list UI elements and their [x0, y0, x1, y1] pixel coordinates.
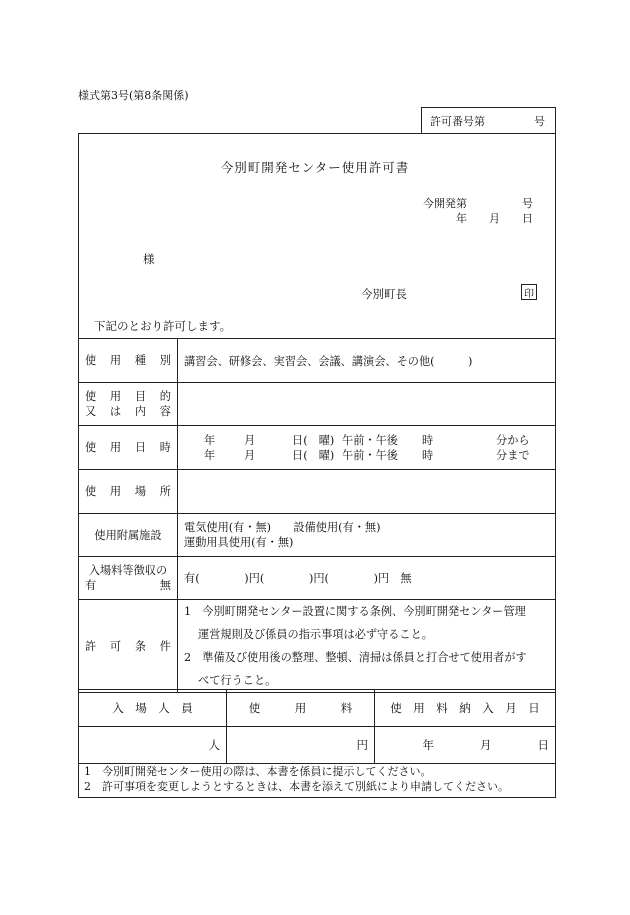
fee-label: 入場料等徴収の 有 無: [79, 557, 178, 600]
datetime-value: [178, 426, 556, 470]
reference-line-1: 今開発第 号: [423, 197, 533, 210]
permit-number-box: [421, 107, 556, 134]
issuer-name: 今別町長: [361, 287, 407, 301]
payment-date-value: 年 月 日: [375, 727, 556, 764]
table-row: [79, 470, 556, 514]
table-row: [79, 383, 556, 426]
place-value: [178, 470, 556, 514]
facilities-value: 電気使用(有・無) 設備使用(有・無) 運動用具使用(有・無): [178, 514, 556, 557]
form-number-label: 様式第3号(第8条関係): [78, 89, 189, 102]
conditions-value: 1 今別町開発センター設置に関する条例、今別町開発センター管理 運営規則及び係員の指示事項は必ず守ること。 2 準備及び使用後の整理、整頓、清掃は係員と打合せて使用者がす べて行うこと。: [178, 600, 556, 693]
fee-amount-value: 円: [227, 727, 375, 764]
datetime-to-line: 年 月 日( 曜) 午前・午後 時 分まで: [204, 448, 530, 462]
notes: [84, 764, 509, 794]
table-row: [79, 514, 556, 557]
fee-value: 有( )円( )円( )円 無: [178, 557, 556, 600]
fee-header: 使 用 料: [227, 690, 375, 727]
table-row: [79, 426, 556, 470]
intro-text: 下記のとおり許可します。: [94, 319, 232, 333]
reference-number: [423, 196, 533, 226]
table-row: [79, 600, 556, 693]
conditions-label: 許 可 条 件: [79, 600, 178, 693]
datetime-from-line: 年 月 日( 曜) 午前・午後 時 分から: [204, 433, 530, 447]
datetime-label: 使 用 日 時: [79, 426, 178, 470]
table-row: [79, 727, 556, 764]
permit-details-table: [78, 338, 556, 693]
note-2: 2 許可事項を変更しようとするときは、本書を添えて別紙により申請してください。: [84, 780, 509, 793]
purpose-value: [178, 383, 556, 426]
table-row: [79, 557, 556, 600]
payment-date-header: 使 用 料 納 入 月 日: [375, 690, 556, 727]
document-title: 今別町開発センター使用許可書: [220, 160, 410, 175]
attendance-value: 人: [79, 727, 227, 764]
facilities-label: 使用附属施設: [79, 514, 178, 557]
reference-date: 年 月 日: [456, 212, 533, 225]
place-label: 使 用 場 所: [79, 470, 178, 514]
table-row: [79, 690, 556, 727]
seal-mark: 印: [521, 284, 537, 300]
addressee-suffix: 様: [143, 252, 155, 266]
table-row: [79, 339, 556, 383]
permit-number-label: 許可番号第: [430, 115, 485, 128]
usage-type-value: 講習会、研修会、実習会、会議、講演会、その他( ): [178, 339, 556, 383]
usage-type-label: 使 用 種 別: [79, 339, 178, 383]
fee-summary-table: [78, 689, 556, 764]
note-1: 1 今別町開発センター使用の際は、本書を係員に提示してください。: [84, 765, 432, 778]
attendance-header: 入 場 人 員: [79, 690, 227, 727]
permit-number-suffix: 号: [534, 115, 545, 128]
purpose-label: 使 用 目 的 又 は 内 容: [79, 383, 178, 426]
